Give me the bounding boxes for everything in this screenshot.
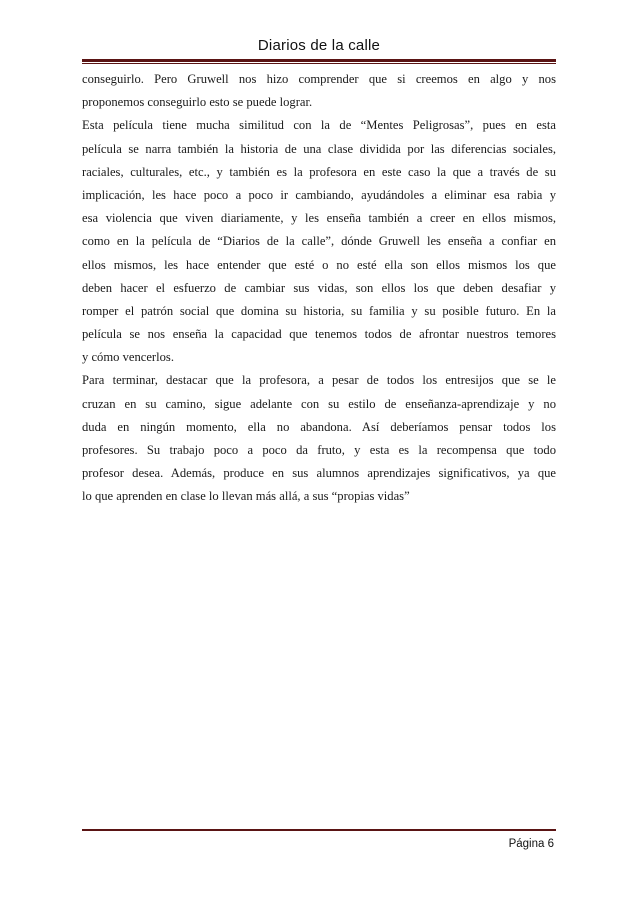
- text-line: como en la película de “Diarios de la calle”, dónde Gruwell les enseña a confiar en: [82, 234, 556, 249]
- text-line: profesores. Su trabajo poco a poco da fruto, y esta es la recompensa que todo: [82, 443, 556, 457]
- text-line: romper el patrón social que domina su historia, su familia y su posible futuro. En la: [82, 303, 556, 318]
- text-line: proponemos conseguirlo esto se puede lograr.: [82, 95, 313, 110]
- page-number: Página 6: [508, 838, 554, 850]
- text-line: cruzan en su camino, sigue adelante con su estilo de enseñanza-aprendizaje y no: [82, 396, 556, 411]
- text-line: película se narra también la historia de una clase dividida por las diferencias sociales,: [82, 141, 556, 156]
- text-line: Esta película tiene mucha similitud con la de “Mentes Peligrosas”, pues en esta: [82, 118, 556, 133]
- text-line: película se nos enseña la capacidad que tenemos todos de afrontar nuestros temores: [82, 327, 556, 342]
- text-line: ellos mismos, les hace entender que esté o no esté ella son ellos mismos los que: [82, 257, 556, 272]
- text-line: deben hacer el esfuerzo de cambiar sus vidas, son ellos los que deben desafiar y: [82, 280, 556, 295]
- body-text: [82, 68, 556, 509]
- text-line: conseguirlo. Pero Gruwell nos hizo comprender que si creemos en algo y nos: [82, 72, 556, 86]
- text-line: esa violencia que viven diariamente, y les enseña también a creer en ellos mismos,: [82, 211, 556, 226]
- text-line: y cómo vencerlos.: [82, 350, 174, 365]
- text-line: raciales, culturales, etc., y también es la profesora en este caso la que a través de su: [82, 164, 556, 179]
- page-header-title: Diarios de la calle: [257, 37, 381, 54]
- header-rule-thin: [82, 63, 556, 64]
- text-line: Para terminar, destacar que la profesora, a pesar de todos los entresijos que se le: [82, 373, 556, 388]
- text-line: profesor desea. Además, produce en sus alumnos aprendizajes significativos, ya que: [82, 466, 556, 481]
- text-line: lo que aprenden en clase lo llevan más allá, a sus “propias vidas”: [82, 489, 410, 504]
- text-line: duda en ningún momento, ella no abandona. Así deberíamos pensar todos los: [82, 419, 556, 434]
- header-rule: [82, 59, 556, 62]
- text-line: implicación, les hace poco a poco ir cambiando, ayudándoles a eliminar esa rabia y: [82, 187, 556, 202]
- footer-rule: [82, 829, 556, 831]
